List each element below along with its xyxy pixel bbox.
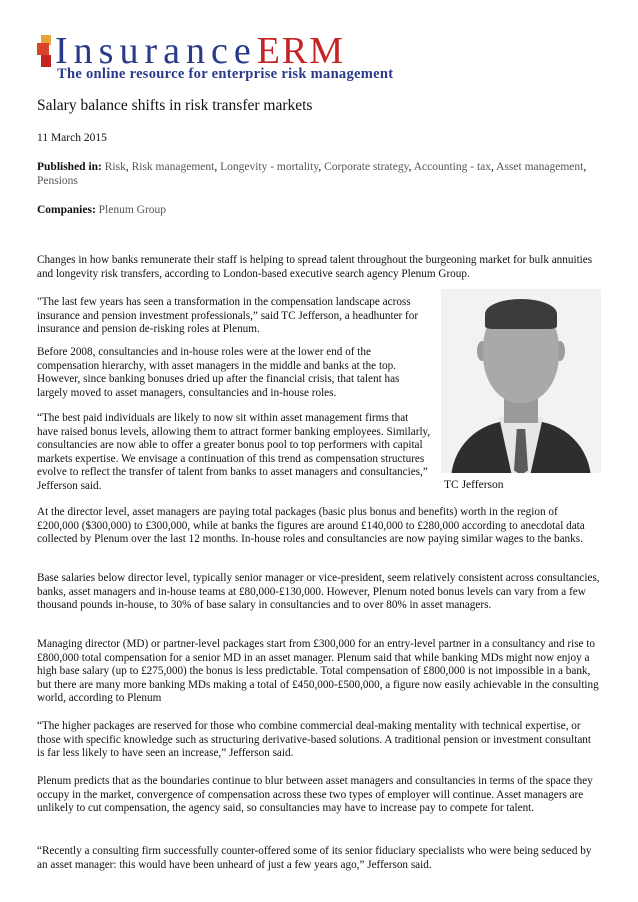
published-in: Published in: Risk, Risk management, Longevity - mortality, Corporate strategy, Accounting - tax, Asset management, Pensions bbox=[37, 161, 587, 187]
article-title: Salary balance shifts in risk transfer markets bbox=[37, 97, 313, 114]
tag-link[interactable]: Risk management bbox=[131, 161, 215, 173]
body-paragraph: Before 2008, consultancies and in-house roles were at the lower end of the compensation hierarchy, with asset managers in the middle and banks at the top. However, since banking bonuses dried up after the financial crisis, that talent has largely moved to asset managers, consultancies and in-house roles. bbox=[37, 346, 400, 399]
logo-brand-accent: ERM bbox=[256, 30, 346, 72]
tag-link[interactable]: Asset management bbox=[496, 161, 584, 173]
body-paragraph: Base salaries below director level, typically senior manager or vice-president, seem relatively consistent across consultancies, banks, asset managers and in-house teams at £80,000-£130,000. However, Plenum noted bonus levels can vary from a few thousand pounds in-house, to 30% of base salary in consultancies and to over 80% in asset managers. bbox=[37, 572, 600, 612]
logo-squares-icon bbox=[37, 35, 53, 69]
site-logo[interactable] bbox=[37, 30, 437, 87]
tag-link[interactable]: Corporate strategy bbox=[324, 161, 409, 173]
company-link[interactable]: Plenum Group bbox=[98, 204, 167, 216]
body-paragraph: “The higher packages are reserved for those who combine commercial deal-making mentality with technical expertise, or those with specific knowledge such as structuring derivative-based solutions. A traditional pension or investment consultant is far less likely to have seen an increase,” Jefferson said. bbox=[37, 720, 591, 760]
tag-link[interactable]: Risk bbox=[104, 161, 126, 173]
body-paragraph: "The last few years has seen a transformation in the compensation landscape across insurance and pension investment professionals,” said TC Jefferson, a headhunter for insurance and pension de-risking roles at Plenum. bbox=[37, 296, 419, 336]
photo-caption: TC Jefferson bbox=[444, 479, 504, 491]
body-paragraph: Changes in how banks remunerate their staff is helping to spread talent throughout the burgeoning market for bulk annuities and longevity risk transfers, according to London-based executive search agency Plenum Group. bbox=[37, 254, 593, 280]
body-paragraph: Managing director (MD) or partner-level packages start from £300,000 for an entry-level partner in a consultancy and rise to £800,000 total compensation for a senior MD in an asset manager. Plenum said that while banking MDs might now enjoy a high base salary (up to £275,000) the bonus is less predictable. Total compensation of £800,000 is not impossible in a bank, but there are many more banking MDs making a total of £450,000-£500,000, a figure now easily achievable in the consulting world, according to Plenum bbox=[37, 638, 599, 705]
logo-brand-main: Insurance bbox=[55, 30, 257, 72]
tag-link[interactable]: Pensions bbox=[37, 175, 78, 187]
person-photo bbox=[441, 289, 601, 473]
companies bbox=[37, 204, 166, 216]
tag-link[interactable]: Longevity - mortality bbox=[220, 161, 319, 173]
body-paragraph: At the director level, asset managers are paying total packages (basic plus bonus and benefits) worth in the region of £200,000 ($300,000) to £300,000, while at banks the figures are around £140,000 to £280,000 according to anecdotal data collected by Plenum over the last 12 months. In-house roles and consultancies are now paying similar wages to the banks. bbox=[37, 506, 585, 546]
tag-link[interactable]: Accounting - tax bbox=[413, 161, 492, 173]
body-paragraph: Plenum predicts that as the boundaries continue to blur between asset managers and consultancies in terms of the space they occupy in the market, convergence of compensation across these two types of employer will continue. Asset managers are unlikely to cut compensation, the agency said, so consultancies may have to increase pay to compete for talent. bbox=[37, 775, 593, 815]
companies-label: Companies: bbox=[37, 204, 96, 216]
body-paragraph: “Recently a consulting firm successfully counter-offered some of its senior fiduciary specialists who were being seduced by an asset manager: this would have been unheard of just a few years ago,” Jefferson said. bbox=[37, 845, 592, 871]
article-date: 11 March 2015 bbox=[37, 132, 107, 144]
logo-tagline: The online resource for enterprise risk management bbox=[57, 66, 394, 82]
body-paragraph: “The best paid individuals are likely to now sit within asset management firms that have raised bonus levels, allowing them to attract former banking employees. Similarly, consultancies are now able to offer a greater bonus pool to top performers with capital markets expertise. We envisage a continuation of this trend as compensation structures evolve to reflect the transfer of talent from banks to asset managers and consultancies,” Jefferson said. bbox=[37, 412, 431, 492]
published-label: Published in: bbox=[37, 161, 102, 173]
